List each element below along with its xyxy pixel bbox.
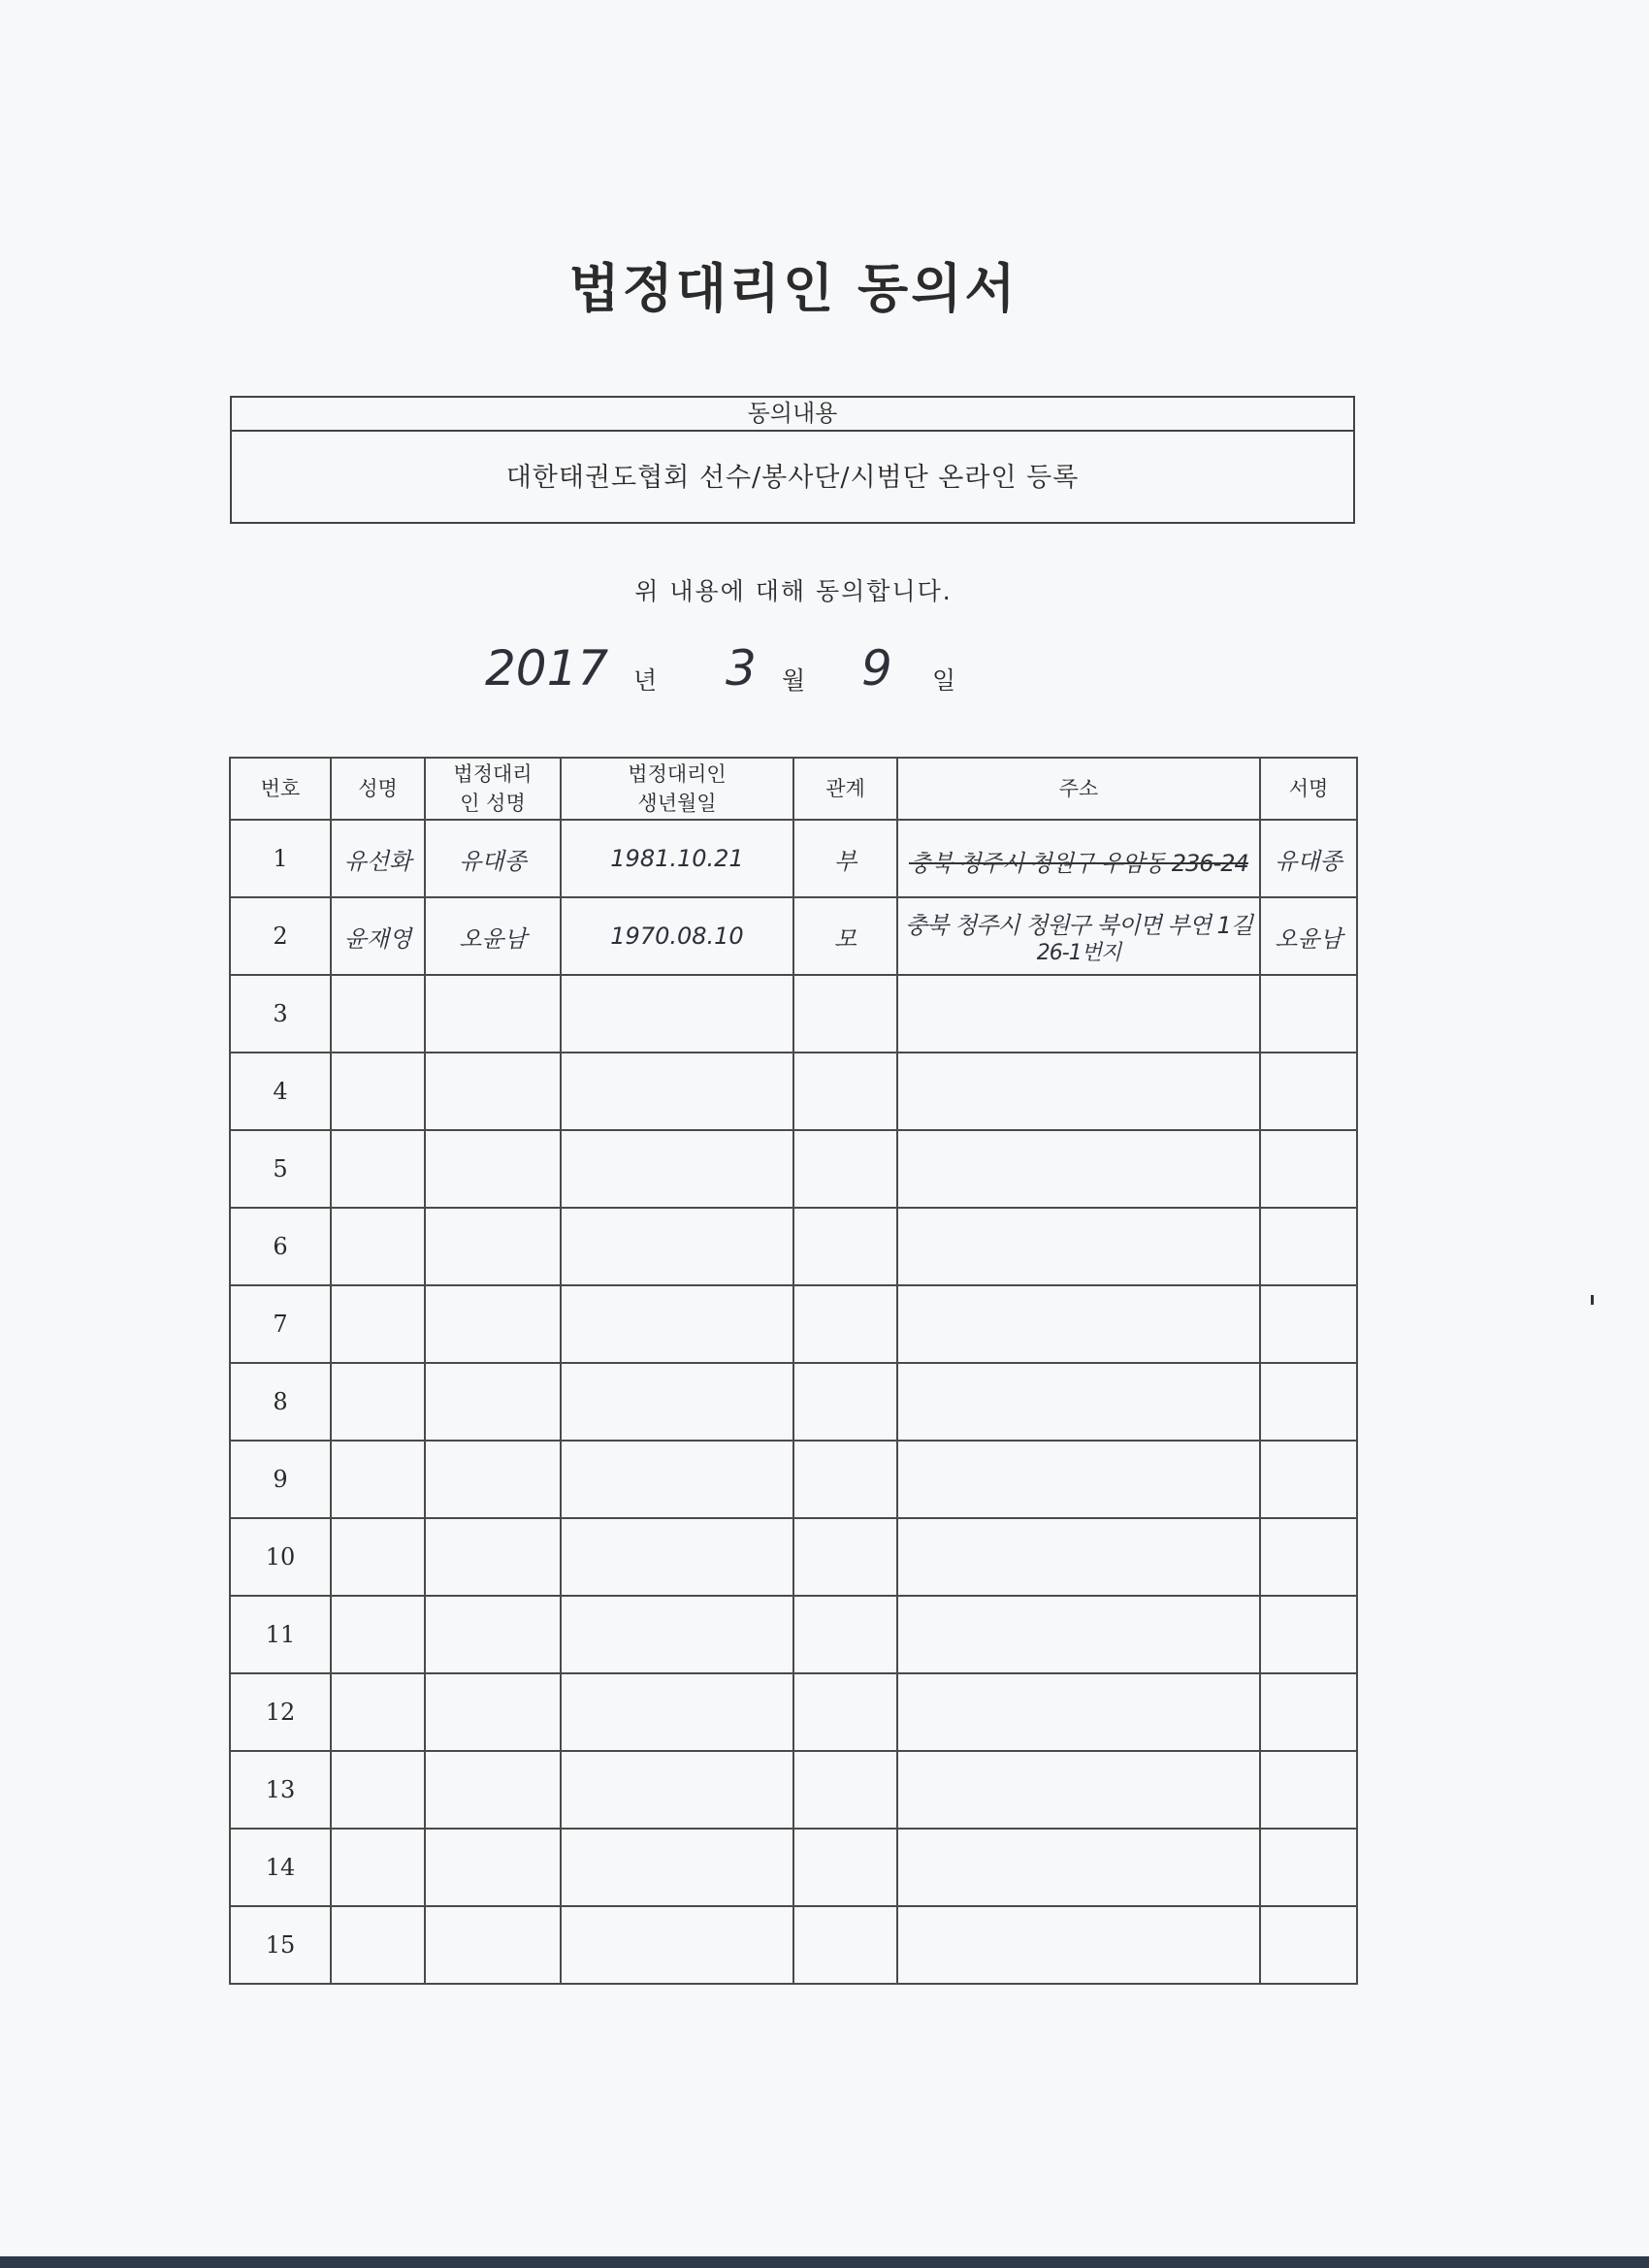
cell-name-text: 윤재영 — [343, 924, 412, 953]
table-row — [230, 1363, 1357, 1441]
header-guardian-birth-text: 법정대리인 생년월일 — [628, 762, 727, 815]
cell-guardian-name-text: 유대종 — [459, 847, 527, 875]
cell-name — [331, 975, 425, 1053]
cell-number — [230, 975, 331, 1053]
cell-guardian-birth — [561, 1673, 793, 1751]
guardian-table — [229, 757, 1358, 1985]
cell-relation — [793, 1441, 897, 1518]
cell-relation — [793, 1673, 897, 1751]
table-row — [230, 897, 1357, 975]
cell-signature — [1260, 975, 1357, 1053]
cell-name-text: 유선화 — [343, 847, 412, 875]
cell-guardian-name — [425, 1208, 561, 1285]
cell-guardian-name — [425, 1441, 561, 1518]
page-title: 법정대리인 동의서 — [568, 258, 1018, 319]
table-row — [230, 1906, 1357, 1984]
cell-guardian-birth — [561, 1829, 793, 1906]
table-row — [230, 1053, 1357, 1130]
cell-relation — [793, 1363, 897, 1441]
cell-signature — [1260, 1518, 1357, 1596]
header-guardian-name-text: 법정대리인 성명 — [453, 762, 533, 815]
cell-guardian-birth-text: 1981.10.21 — [610, 845, 744, 872]
header-signature: 서명 — [1260, 758, 1357, 820]
cell-signature — [1260, 1441, 1357, 1518]
cell-number — [230, 1208, 331, 1285]
date-year-label: 년 — [633, 666, 658, 695]
cell-guardian-birth — [561, 897, 793, 975]
table-row — [230, 1751, 1357, 1829]
cell-guardian-birth — [561, 1053, 793, 1130]
cell-number-text: 6 — [273, 1233, 288, 1260]
table-row — [230, 1208, 1357, 1285]
cell-name — [331, 820, 425, 897]
cell-number-text: 12 — [265, 1699, 296, 1726]
consent-header: 동의내용 — [232, 398, 1353, 432]
cell-relation — [793, 1208, 897, 1285]
cell-signature — [1260, 1673, 1357, 1751]
date-year-handwritten: 2017 — [485, 640, 609, 697]
cell-address — [897, 975, 1260, 1053]
cell-number-text: 7 — [273, 1311, 288, 1338]
header-relation: 관계 — [793, 758, 897, 820]
cell-number-text: 1 — [273, 845, 288, 872]
cell-number-text: 15 — [265, 1931, 296, 1959]
date-line — [0, 640, 1649, 716]
cell-guardian-birth — [561, 1208, 793, 1285]
cell-guardian-name — [425, 975, 561, 1053]
cell-number-text: 9 — [273, 1466, 288, 1493]
cell-relation — [793, 820, 897, 897]
cell-name — [331, 1673, 425, 1751]
cell-guardian-birth — [561, 1441, 793, 1518]
cell-signature — [1260, 1208, 1357, 1285]
cell-name — [331, 1208, 425, 1285]
table-row — [230, 1518, 1357, 1596]
cell-signature — [1260, 1285, 1357, 1363]
table-row — [230, 1130, 1357, 1208]
header-name: 성명 — [331, 758, 425, 820]
date-month-handwritten: 3 — [726, 640, 757, 697]
header-guardian-name — [425, 758, 561, 820]
cell-guardian-birth — [561, 1596, 793, 1673]
cell-number-text: 8 — [273, 1388, 288, 1415]
cell-number — [230, 1518, 331, 1596]
table-header-row — [230, 758, 1357, 820]
cell-guardian-name — [425, 1363, 561, 1441]
cell-number — [230, 1596, 331, 1673]
cell-address — [897, 1130, 1260, 1208]
cell-guardian-name — [425, 1130, 561, 1208]
cell-guardian-name — [425, 820, 561, 897]
table-row — [230, 1829, 1357, 1906]
cell-number — [230, 1130, 331, 1208]
cell-guardian-birth — [561, 1751, 793, 1829]
cell-address — [897, 897, 1260, 975]
cell-relation — [793, 1285, 897, 1363]
date-day-label: 일 — [932, 666, 956, 695]
date-day-handwritten: 9 — [861, 640, 892, 697]
cell-name — [331, 897, 425, 975]
cell-number-text: 13 — [265, 1776, 296, 1803]
header-number: 번호 — [230, 758, 331, 820]
cell-signature — [1260, 1829, 1357, 1906]
scan-bottom-edge — [0, 2256, 1649, 2268]
cell-address — [897, 1829, 1260, 1906]
cell-signature — [1260, 820, 1357, 897]
cell-number-text: 3 — [273, 1000, 288, 1027]
cell-signature-text: 오윤남 — [1275, 924, 1342, 953]
cell-guardian-birth — [561, 820, 793, 897]
cell-number-text: 10 — [265, 1543, 296, 1571]
cell-relation — [793, 1829, 897, 1906]
cell-number — [230, 1441, 331, 1518]
cell-guardian-name — [425, 1906, 561, 1984]
cell-signature — [1260, 897, 1357, 975]
cell-signature — [1260, 1751, 1357, 1829]
cell-signature — [1260, 1053, 1357, 1130]
cell-name — [331, 1596, 425, 1673]
cell-number — [230, 1285, 331, 1363]
cell-relation — [793, 1596, 897, 1673]
cell-address — [897, 1208, 1260, 1285]
cell-address — [897, 1751, 1260, 1829]
cell-guardian-name — [425, 1829, 561, 1906]
consent-body: 대한태권도협회 선수/봉사단/시범단 온라인 등록 — [505, 463, 1080, 493]
cell-address-text: 충북 청주시 청원구 우암동 236-24 — [909, 844, 1248, 878]
cell-number-text: 14 — [265, 1854, 296, 1881]
cell-guardian-birth — [561, 1518, 793, 1596]
cell-guardian-name — [425, 1053, 561, 1130]
cell-address — [897, 1285, 1260, 1363]
table-row — [230, 1596, 1357, 1673]
cell-name — [331, 1751, 425, 1829]
cell-number — [230, 1673, 331, 1751]
cell-address — [897, 1906, 1260, 1984]
table-row — [230, 1285, 1357, 1363]
cell-relation — [793, 897, 897, 975]
cell-guardian-name — [425, 1518, 561, 1596]
cell-address-text: 충북 청주시 청원구 북이면 부연 1길 — [905, 912, 1252, 939]
cell-signature — [1260, 1363, 1357, 1441]
cell-address — [897, 1596, 1260, 1673]
cell-relation — [793, 1053, 897, 1130]
cell-guardian-birth-text: 1970.08.10 — [610, 923, 744, 950]
cell-guardian-birth — [561, 1130, 793, 1208]
cell-number — [230, 897, 331, 975]
cell-number-text: 5 — [273, 1155, 288, 1183]
consent-box — [230, 396, 1355, 524]
cell-name — [331, 1829, 425, 1906]
header-address: 주소 — [897, 758, 1260, 820]
table-row — [230, 975, 1357, 1053]
cell-number — [230, 820, 331, 897]
cell-number — [230, 1829, 331, 1906]
cell-guardian-name-text: 오윤남 — [459, 924, 527, 953]
cell-address — [897, 1441, 1260, 1518]
cell-address-line2: 26-1번지 — [1036, 941, 1121, 965]
cell-relation — [793, 975, 897, 1053]
cell-number — [230, 1906, 331, 1984]
date-month-label: 월 — [782, 666, 806, 695]
cell-address — [897, 1673, 1260, 1751]
cell-guardian-birth — [561, 1363, 793, 1441]
cell-relation — [793, 1130, 897, 1208]
cell-name — [331, 1285, 425, 1363]
cell-relation — [793, 1906, 897, 1984]
cell-relation-text: 모 — [833, 924, 857, 953]
cell-address — [897, 820, 1260, 897]
cell-signature — [1260, 1596, 1357, 1673]
cell-guardian-name — [425, 1751, 561, 1829]
cell-number-text: 11 — [265, 1621, 296, 1648]
cell-signature — [1260, 1130, 1357, 1208]
stray-mark — [1591, 1295, 1594, 1305]
agree-statement: 위 내용에 대해 동의합니다. — [634, 577, 953, 605]
cell-name — [331, 1906, 425, 1984]
cell-guardian-birth — [561, 1906, 793, 1984]
cell-relation — [793, 1751, 897, 1829]
cell-guardian-name — [425, 1285, 561, 1363]
cell-number-text: 4 — [273, 1078, 288, 1105]
cell-name — [331, 1130, 425, 1208]
table-row — [230, 1441, 1357, 1518]
cell-address — [897, 1363, 1260, 1441]
cell-number-text: 2 — [273, 923, 288, 950]
cell-guardian-name — [425, 1673, 561, 1751]
cell-guardian-birth — [561, 975, 793, 1053]
cell-address — [897, 1518, 1260, 1596]
cell-guardian-name — [425, 897, 561, 975]
cell-signature-text: 유대종 — [1275, 847, 1342, 875]
header-guardian-birth — [561, 758, 793, 820]
cell-relation — [793, 1518, 897, 1596]
cell-number — [230, 1363, 331, 1441]
cell-signature — [1260, 1906, 1357, 1984]
cell-guardian-birth — [561, 1285, 793, 1363]
table-row — [230, 1673, 1357, 1751]
cell-name — [331, 1363, 425, 1441]
cell-relation-text: 부 — [833, 847, 857, 875]
cell-address — [897, 1053, 1260, 1130]
cell-name — [331, 1518, 425, 1596]
cell-number — [230, 1751, 331, 1829]
cell-name — [331, 1441, 425, 1518]
cell-guardian-name — [425, 1596, 561, 1673]
table-row — [230, 820, 1357, 897]
cell-number — [230, 1053, 331, 1130]
cell-name — [331, 1053, 425, 1130]
